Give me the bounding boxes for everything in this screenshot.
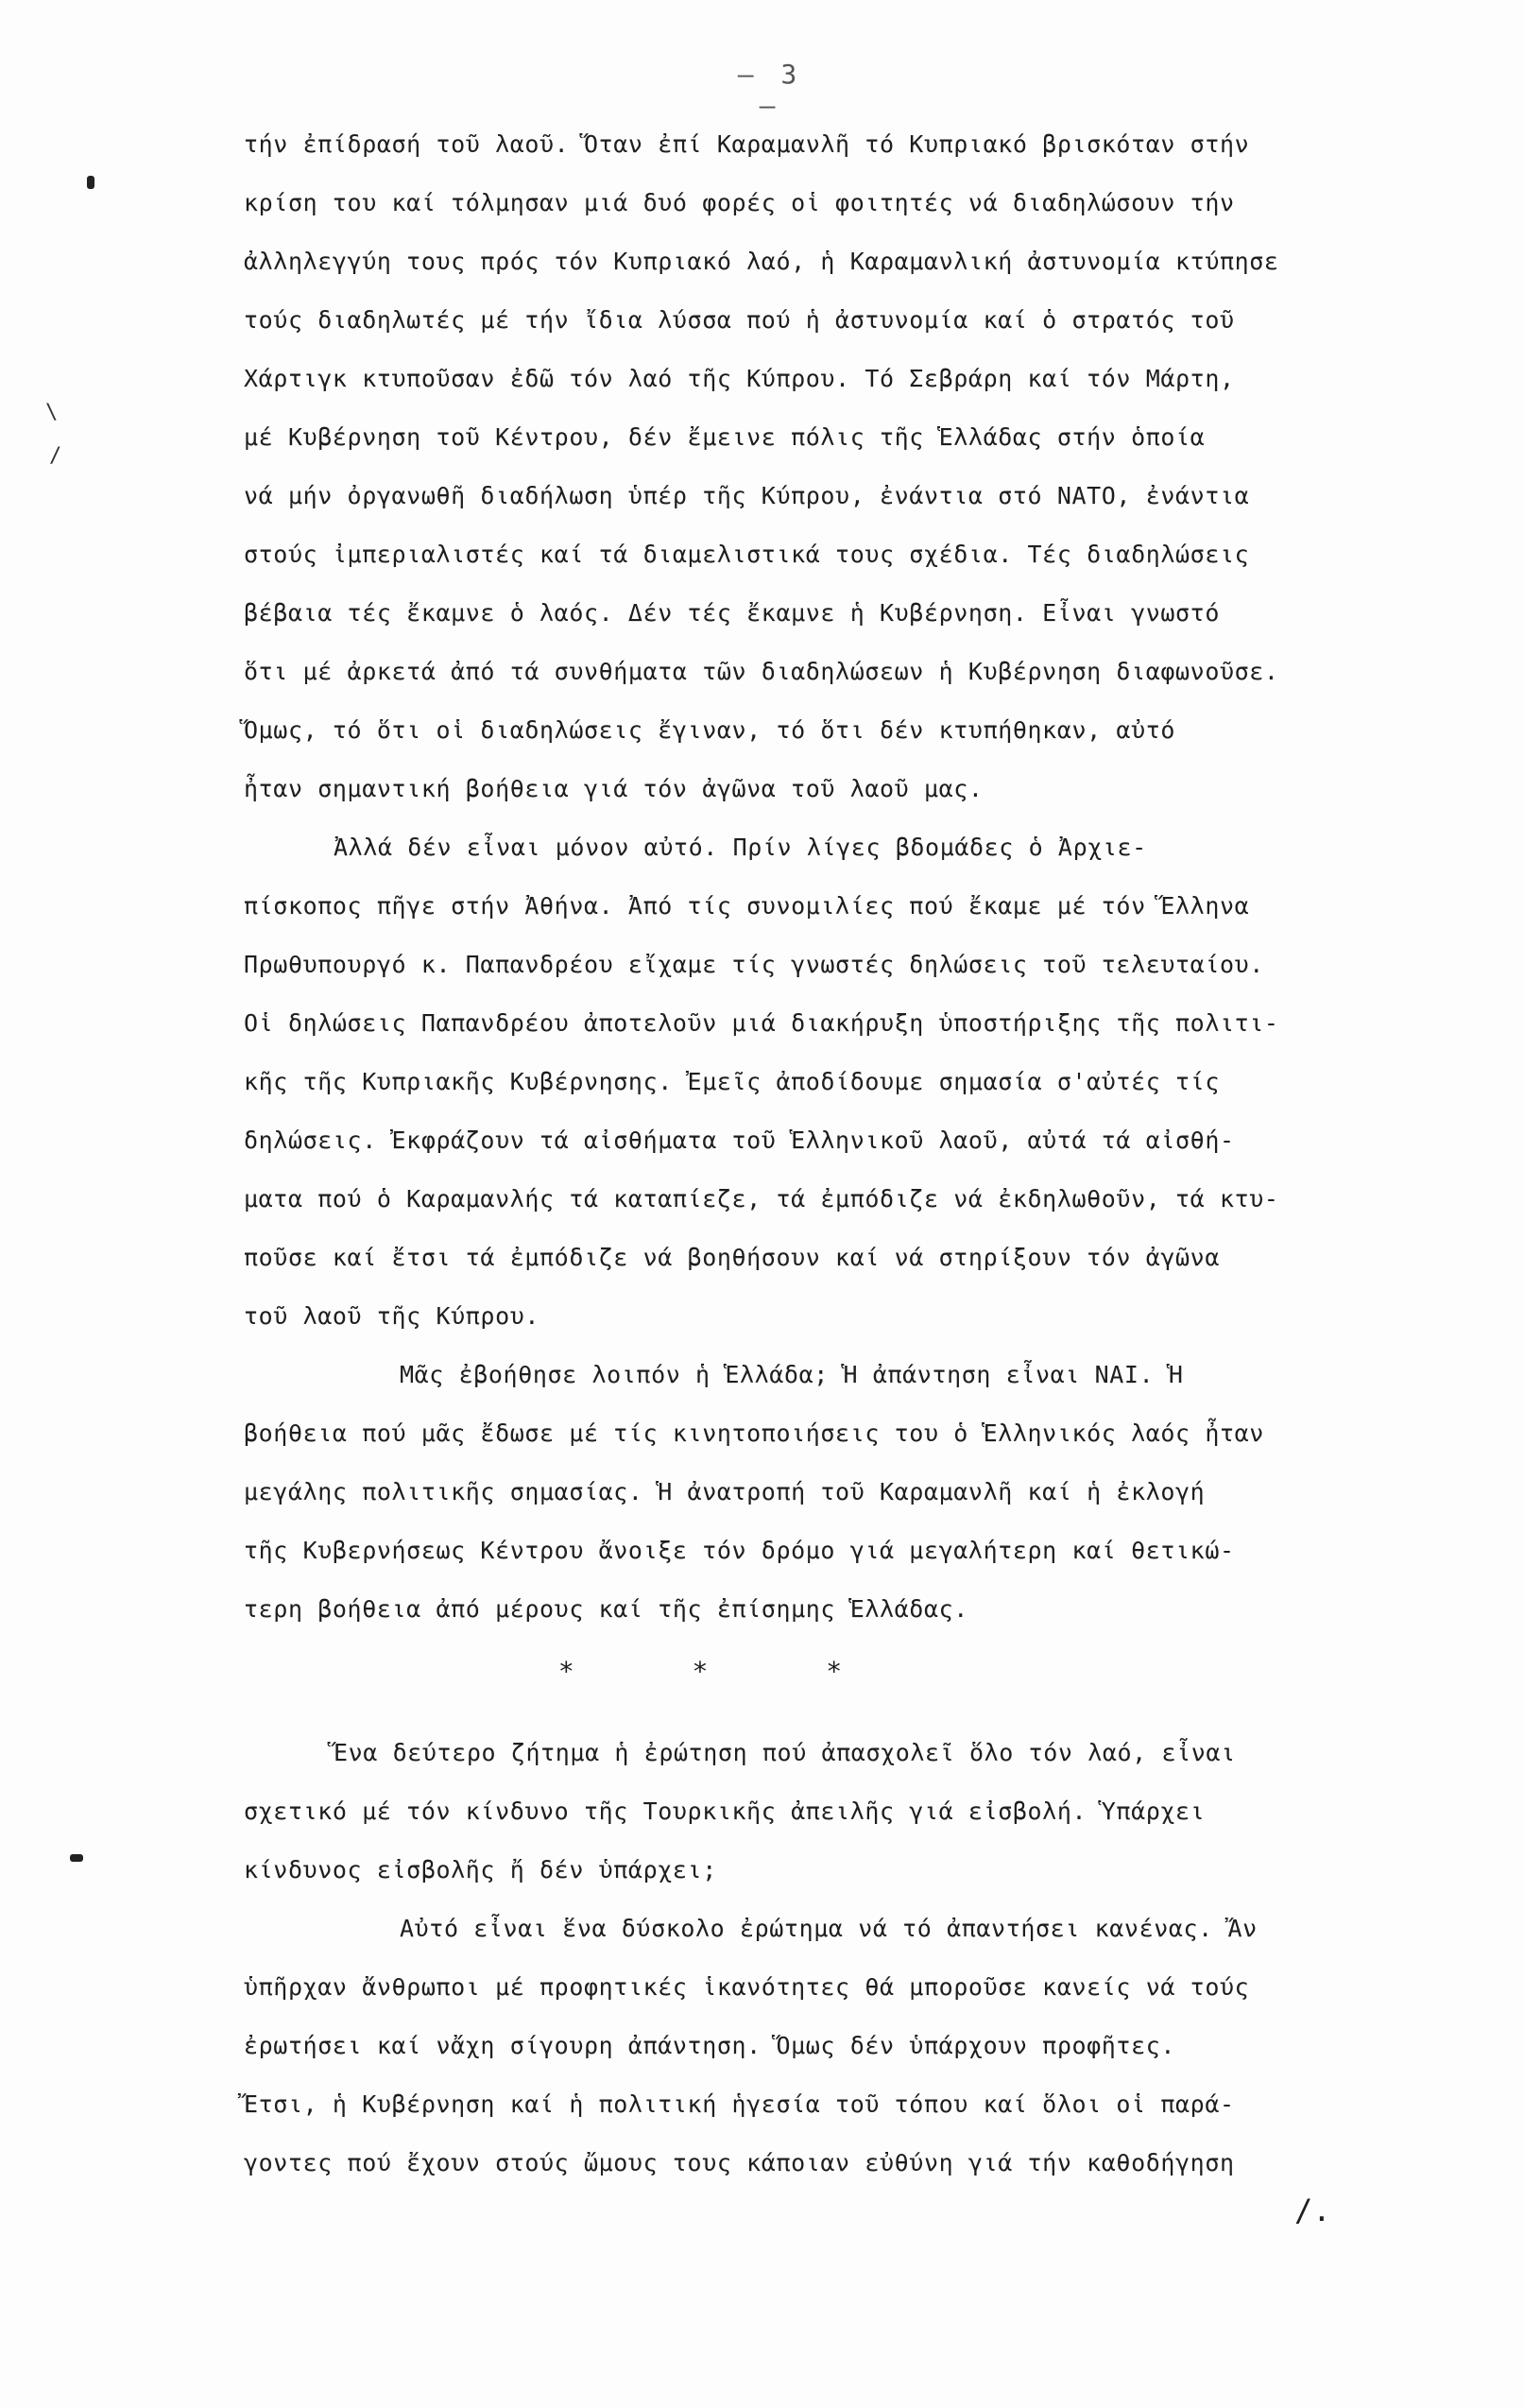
text-line: ἐρωτήσει καί νἄχη σίγουρη ἀπάντηση. Ὅμως δέν ὑπάρχουν προφῆτες.: [244, 2032, 1176, 2059]
text-line: κρίση του καί τόλμησαν μιά δυό φορές οἱ φοιτητές νά διαδηλώσουν τήν: [244, 189, 1235, 216]
text-line: μεγάλης πολιτικῆς σημασίας. Ἡ ἀνατροπή τοῦ Καραμανλῆ καί ἡ ἐκλογή: [244, 1478, 1206, 1505]
text-line: Πρωθυπουργό κ. Παπανδρέου εἴχαμε τίς γνωστές δηλώσεις τοῦ τελευταίου.: [244, 951, 1264, 978]
paragraph-3: [244, 1346, 1425, 1639]
document-text: [244, 115, 1425, 2193]
text-line: τερη βοήθεια ἀπό μέρους καί τῆς ἐπίσημης Ἑλλάδας.: [244, 1595, 968, 1623]
text-line: τούς διαδηλωτές μέ τήν ἴδια λύσσα πού ἡ ἀστυνομία καί ὁ στρατός τοῦ: [244, 306, 1235, 334]
text-line: τήν ἐπίδρασή τοῦ λαοῦ. Ὅταν ἐπί Καραμανλῆ τό Κυπριακό βρισκόταν στήν: [244, 130, 1250, 158]
text-line: Ἀλλά δέν εἶναι μόνον αὐτό. Πρίν λίγες βδομάδες ὁ Ἀρχιε-: [334, 834, 1147, 861]
text-line: Ἔτσι, ἡ Κυβέρνηση καί ἡ πολιτική ἡγεσία τοῦ τόπου καί ὅλοι οἱ παρά-: [244, 2090, 1235, 2118]
text-line: Ἕνα δεύτερο ζήτημα ἡ ἐρώτηση πού ἀπασχολεῖ ὅλο τόν λαό, εἶναι: [334, 1739, 1236, 1766]
text-line: ὅτι μέ ἀρκετά ἀπό τά συνθήματα τῶν διαδηλώσεων ἡ Κυβέρνηση διαφωνοῦσε.: [244, 658, 1279, 685]
text-line: βέβαια τές ἔκαμνε ὁ λαός. Δέν τές ἔκαμνε ἡ Κυβέρνηση. Εἶναι γνωστό: [244, 599, 1220, 627]
text-line: ματα πού ὁ Καραμανλής τά καταπίεζε, τά ἐμπόδιζε νά ἐκδηλωθοῦν, τά κτυ-: [244, 1185, 1279, 1213]
text-line: ἀλληλεγγύη τους πρός τόν Κυπριακό λαό, ἡ Καραμανλική ἀστυνομία κτύπησε: [244, 248, 1279, 275]
text-line: Μᾶς ἐβοήθησε λοιπόν ἡ Ἑλλάδα; Ἡ ἀπάντηση εἶναι ΝΑΙ. Ἡ: [400, 1361, 1184, 1388]
text-line: Χάρτιγκ κτυποῦσαν ἐδῶ τόν λαό τῆς Κύπρου. Τό Σεβράρη καί τόν Μάρτη,: [244, 365, 1235, 392]
text-line: τοῦ λαοῦ τῆς Κύπρου.: [244, 1302, 540, 1330]
text-line: ἦταν σημαντική βοήθεια γιά τόν ἀγῶνα τοῦ λαοῦ μας.: [244, 775, 984, 802]
margin-tick-mark: \: [45, 401, 59, 424]
paragraph-5: [244, 1900, 1425, 2193]
text-line: βοήθεια πού μᾶς ἔδωσε μέ τίς κινητοποιήσεις του ὁ Ἑλληνικός λαός ἦταν: [244, 1419, 1264, 1447]
text-line: μέ Κυβέρνηση τοῦ Κέντρου, δέν ἔμεινε πόλις τῆς Ἑλλάδας στήν ὁποία: [244, 423, 1206, 451]
text-line: Οἱ δηλώσεις Παπανδρέου ἀποτελοῦν μιά διακήρυξη ὑποστήριξης τῆς πολιτι-: [244, 1009, 1279, 1037]
continuation-mark: /.: [1294, 2193, 1331, 2228]
text-line: ὑπῆρχαν ἄνθρωποι μέ προφητικές ἱκανότητες θά μποροῦσε κανείς νά τούς: [244, 1973, 1250, 2001]
text-line: τῆς Κυβερνήσεως Κέντρου ἄνοιξε τόν δρόμο γιά μεγαλήτερη καί θετικώ-: [244, 1537, 1235, 1564]
text-line: κῆς τῆς Κυπριακῆς Κυβέρνησης. Ἐμεῖς ἀποδίδουμε σημασία σ'αὐτές τίς: [244, 1068, 1220, 1095]
section-separator: * * *: [557, 1656, 894, 1687]
text-line: σχετικό μέ τόν κίνδυνο τῆς Τουρκικῆς ἀπειλῆς γιά εἰσβολή. Ὑπάρχει: [244, 1797, 1206, 1825]
page-number: – 3 –: [737, 59, 803, 121]
text-line: δηλώσεις. Ἐκφράζουν τά αἰσθήματα τοῦ Ἑλληνικοῦ λαοῦ, αὐτά τά αἰσθή-: [244, 1127, 1235, 1154]
margin-dot-mark: [87, 176, 94, 189]
text-line: Ὅμως, τό ὅτι οἱ διαδηλώσεις ἔγιναν, τό ὅτι δέν κτυπήθηκαν, αὐτό: [244, 716, 1176, 744]
text-line: γοντες πού ἔχουν στούς ὤμους τους κάποιαν εὐθύνη γιά τήν καθοδήγηση: [244, 2149, 1235, 2176]
text-line: στούς ἰμπεριαλιστές καί τά διαμελιστικά τους σχέδια. Τές διαδηλώσεις: [244, 541, 1250, 568]
paragraph-4: [244, 1724, 1425, 1900]
paragraph-2: [244, 818, 1425, 1346]
text-line: Αὐτό εἶναι ἕνα δύσκολο ἐρώτημα νά τό ἀπαντήσει κανένας. Ἄν: [400, 1915, 1258, 1942]
text-line: κίνδυνος εἰσβολῆς ἤ δέν ὑπάρχει;: [244, 1856, 717, 1883]
margin-tick-mark: /: [49, 444, 62, 468]
text-line: πίσκοπος πῆγε στήν Ἀθήνα. Ἀπό τίς συνομιλίες πού ἔκαμε μέ τόν Ἕλληνα: [244, 892, 1250, 920]
margin-blot-mark: [70, 1854, 83, 1862]
paragraph-1: [244, 115, 1425, 818]
text-line: ποῦσε καί ἔτσι τά ἐμπόδιζε νά βοηθήσουν καί νά στηρίξουν τόν ἀγῶνα: [244, 1244, 1220, 1271]
text-line: νά μήν ὀργανωθῆ διαδήλωση ὑπέρ τῆς Κύπρου, ἐνάντια στό ΝΑΤΟ, ἐνάντια: [244, 482, 1250, 509]
